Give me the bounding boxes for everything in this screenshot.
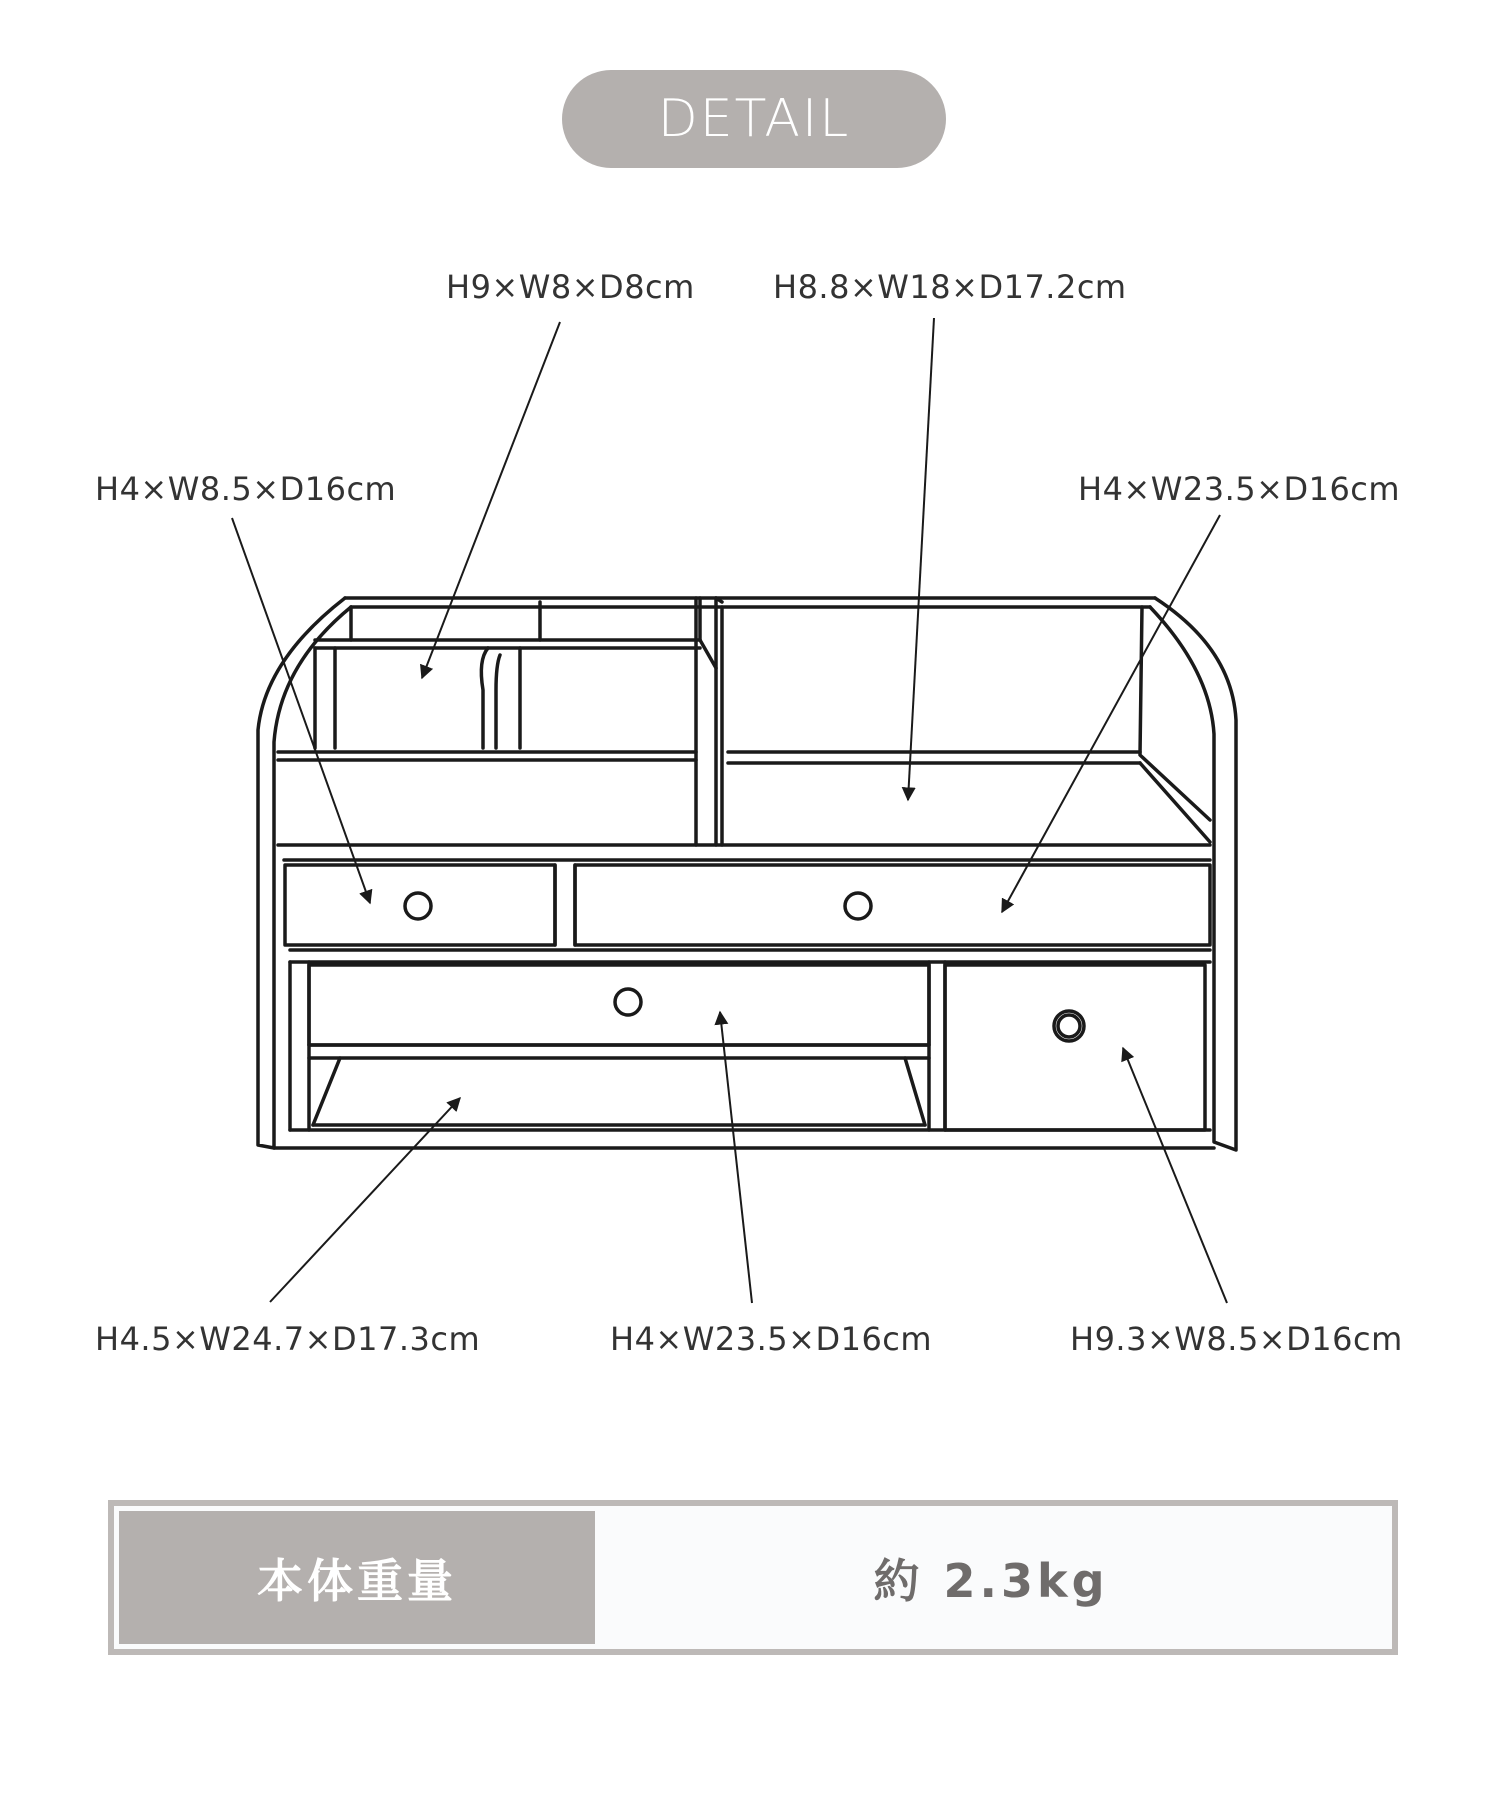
drawer-bottom-center-knob — [615, 989, 641, 1015]
leader-bottom-right-drawer — [1123, 1048, 1227, 1303]
dim-label-bottom-right-drawer: H9.3×W8.5×D16cm — [1070, 1320, 1403, 1358]
drawer-shelf — [278, 845, 1210, 860]
spec-weight-label: 本体重量 — [119, 1511, 595, 1644]
drawer-right-knob — [845, 893, 871, 919]
leader-bottom-center-drawer — [720, 1012, 752, 1303]
drawer-right-wide — [575, 865, 1210, 945]
dim-label-top-right-box: H8.8×W18×D17.2cm — [773, 268, 1127, 306]
leader-right-drawer — [1002, 515, 1220, 912]
dim-label-right-drawer: H4×W23.5×D16cm — [1078, 470, 1401, 508]
frame-right-side — [1150, 598, 1236, 1150]
drawer-bottom-right — [945, 965, 1205, 1130]
dim-label-top-left-box: H9×W8×D8cm — [446, 268, 695, 306]
left-section-front-top — [278, 752, 696, 760]
spec-weight-value: 約 2.3kg — [595, 1511, 1387, 1644]
dim-label-bottom-left-shelf: H4.5×W24.7×D17.3cm — [95, 1320, 481, 1358]
leader-top-right-box — [908, 318, 934, 800]
detail-title: DETAIL — [657, 89, 851, 149]
drawer-left-knob — [405, 893, 431, 919]
spec-table — [108, 1500, 1398, 1655]
dim-label-left-drawer: H4×W8.5×D16cm — [95, 470, 397, 508]
dim-label-bottom-center-drawer: H4×W23.5×D16cm — [610, 1320, 933, 1358]
drawer-bottom-center — [309, 965, 929, 1045]
drawer-left-small — [285, 865, 555, 945]
bottom-shelf-floor — [290, 1125, 1210, 1130]
